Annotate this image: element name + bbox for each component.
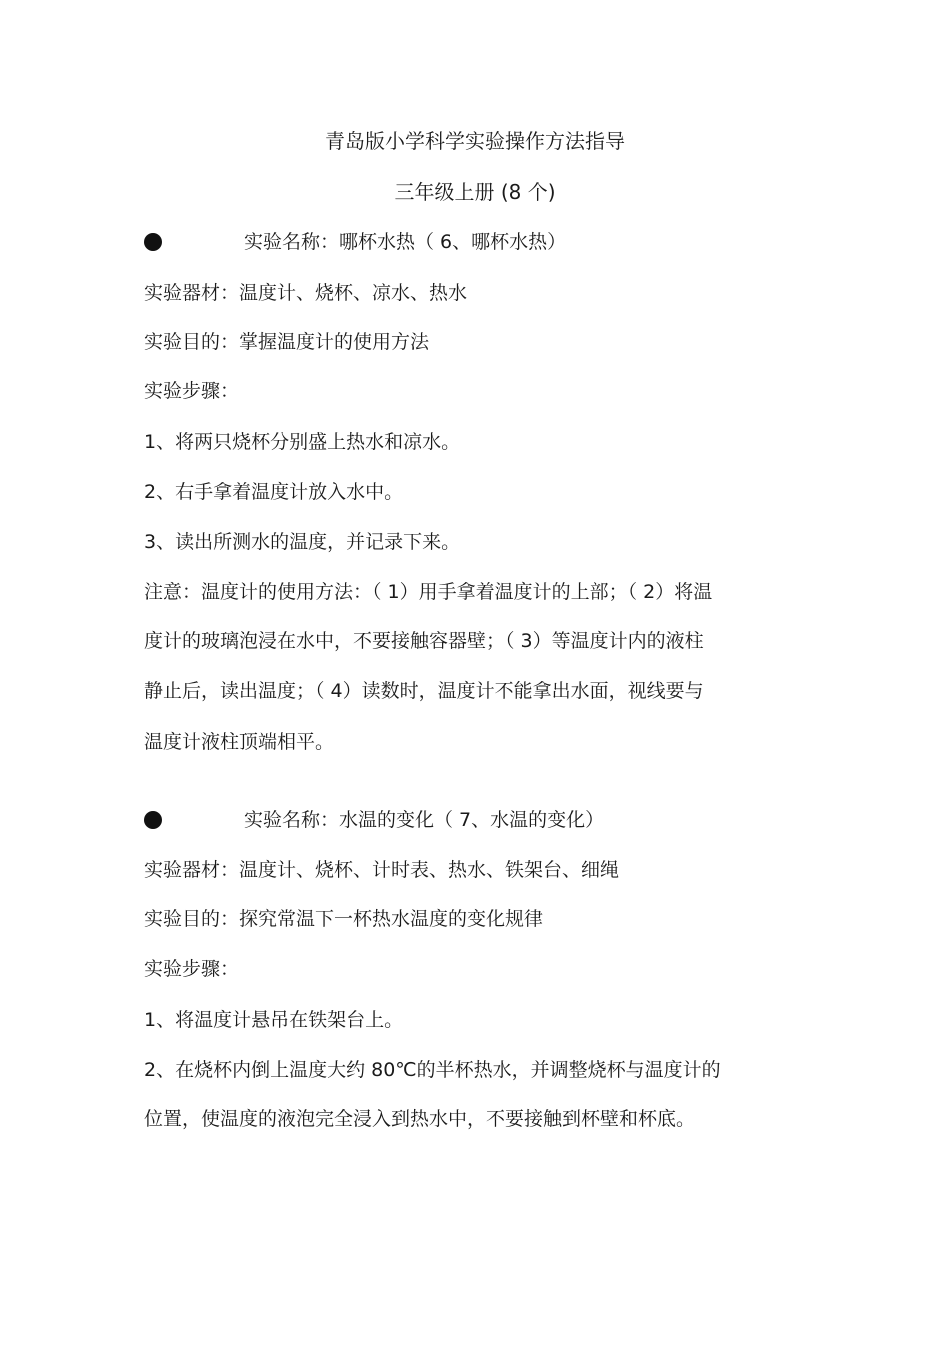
experiment-name: 实验名称：哪杯水热（ 6、哪杯水热） (244, 231, 567, 253)
experiment-equipment: 实验器材：温度计、烧杯、计时表、热水、铁架台、细绳 (144, 859, 620, 881)
experiment-note-line: 静止后，读出温度；（ 4）读数时，温度计不能拿出水面，视线要与 (144, 680, 704, 702)
document-subtitle: 三年级上册 (8 个) (394, 180, 556, 204)
experiment-steps-label: 实验步骤： (144, 958, 240, 980)
experiment-step: 1、将两只烧杯分别盛上热水和凉水。 (144, 431, 461, 453)
document-title: 青岛版小学科学实验操作方法指导 (325, 129, 625, 153)
bullet-icon (144, 233, 162, 251)
experiment-step: 位置，使温度的液泡完全浸入到热水中，不要接触到杯壁和杯底。 (144, 1108, 696, 1130)
experiment-purpose: 实验目的：掌握温度计的使用方法 (144, 331, 430, 353)
experiment-name: 实验名称：水温的变化（ 7、水温的变化） (244, 809, 605, 831)
experiment-note-line: 温度计液柱顶端相平。 (144, 731, 335, 753)
bullet-icon (144, 811, 162, 829)
experiment-equipment: 实验器材：温度计、烧杯、凉水、热水 (144, 282, 468, 304)
experiment-step: 2、右手拿着温度计放入水中。 (144, 481, 404, 503)
experiment-step: 3、读出所测水的温度，并记录下来。 (144, 531, 461, 553)
experiment-note-line: 注意：温度计的使用方法：（ 1）用手拿着温度计的上部；（ 2）将温 (144, 581, 713, 603)
experiment-step: 1、将温度计悬吊在铁架台上。 (144, 1009, 404, 1031)
experiment-purpose: 实验目的：探究常温下一杯热水温度的变化规律 (144, 908, 544, 930)
experiment-steps-label: 实验步骤： (144, 380, 240, 402)
experiment-note-line: 度计的玻璃泡浸在水中，不要接触容器壁；（ 3）等温度计内的液柱 (144, 630, 704, 652)
experiment-step: 2、在烧杯内倒上温度大约 80℃的半杯热水，并调整烧杯与温度计的 (144, 1059, 721, 1081)
